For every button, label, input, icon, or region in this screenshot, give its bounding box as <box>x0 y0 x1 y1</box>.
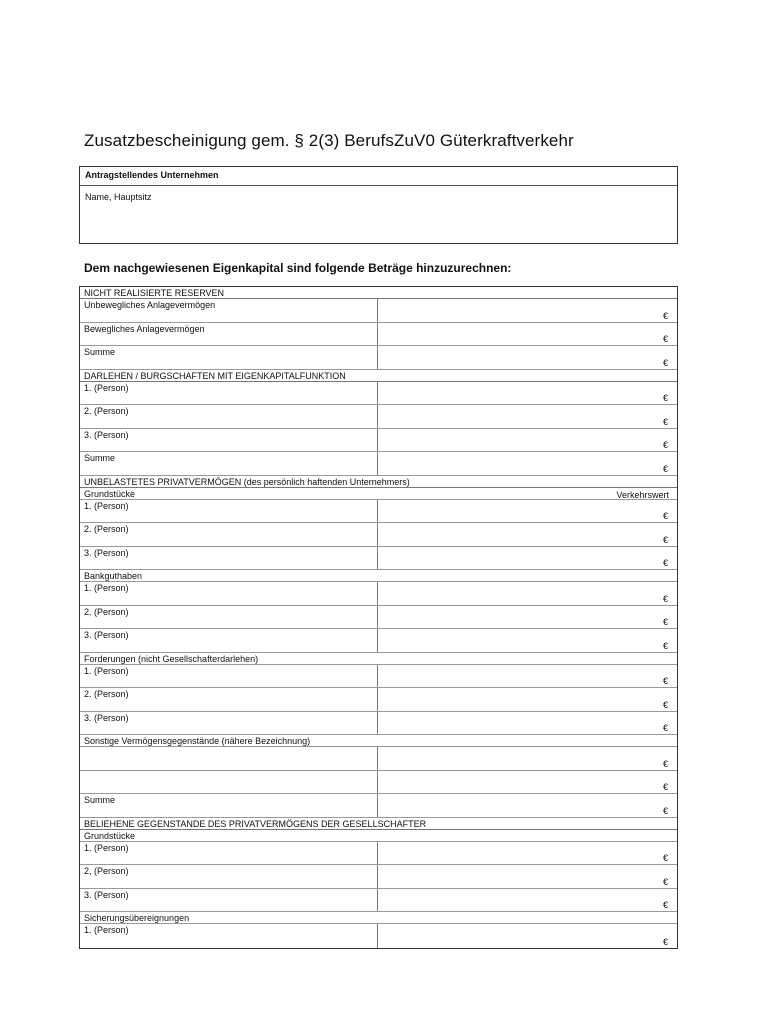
amount-input[interactable] <box>378 629 677 652</box>
euro-sign: € <box>662 900 668 910</box>
euro-sign: € <box>662 805 668 816</box>
euro-sign: € <box>662 334 668 344</box>
group-header <box>80 570 677 582</box>
euro-sign: € <box>662 782 668 792</box>
euro-sign: € <box>662 640 668 651</box>
euro-sign: € <box>662 463 668 474</box>
row-label: 1. (Person) <box>80 842 378 865</box>
page-title: Zusatzbescheinigung gem. § 2(3) BerufsZuV0 Güterkraftverkehr <box>84 131 574 150</box>
amount-input[interactable] <box>378 865 677 888</box>
euro-sign: € <box>662 310 668 321</box>
section-header-label: NICHT REALISIERTE RESERVEN <box>84 288 225 298</box>
form-row <box>80 582 677 606</box>
euro-sign: € <box>662 936 668 947</box>
row-label: 2, (Person) <box>80 865 378 888</box>
group-label: Grundstücke <box>84 488 136 499</box>
form-row <box>80 429 677 453</box>
euro-sign: € <box>662 357 668 368</box>
intro-heading: Dem nachgewiesenen Eigenkapital sind folgende Beträge hinzuzurechnen: <box>84 261 512 275</box>
row-label: 3. (Person) <box>80 712 378 735</box>
form-row <box>80 323 677 347</box>
assets-form-table <box>79 286 678 949</box>
applicant-header: Antragstellendes Unternehmen <box>80 167 677 186</box>
form-row <box>80 452 677 476</box>
row-label: 1. (Person) <box>80 500 378 523</box>
row-label <box>80 747 378 770</box>
group-label: Sicherungsübereignungen <box>84 913 190 923</box>
row-label: 3. (Person) <box>80 429 378 452</box>
form-row <box>80 606 677 630</box>
form-row <box>80 771 677 795</box>
form-row <box>80 794 677 818</box>
amount-input[interactable] <box>378 323 677 346</box>
row-label: 1. (Person) <box>80 582 378 605</box>
amount-input[interactable] <box>378 299 677 322</box>
row-label: Summe <box>80 452 378 475</box>
group-label: Sonstige Vermögensgegenstände (nähere Bezeichnung) <box>84 736 311 746</box>
euro-sign: € <box>662 393 668 403</box>
group-header <box>80 488 677 500</box>
applicant-box <box>79 166 678 244</box>
column-note: Verkehrswert <box>616 489 669 500</box>
amount-input[interactable] <box>378 500 677 523</box>
row-label: Summe <box>80 794 378 817</box>
row-label: 2. (Person) <box>80 523 378 546</box>
form-row <box>80 405 677 429</box>
applicant-name-field[interactable]: Name, Hauptsitz <box>85 192 152 202</box>
group-header <box>80 830 677 842</box>
row-label: 2. (Person) <box>80 688 378 711</box>
euro-sign: € <box>662 593 668 604</box>
amount-input[interactable] <box>378 523 677 546</box>
amount-input[interactable] <box>378 547 677 570</box>
euro-sign: € <box>662 853 668 863</box>
amount-input[interactable] <box>378 405 677 428</box>
section-header <box>80 370 677 382</box>
form-row <box>80 924 677 948</box>
amount-input[interactable] <box>378 606 677 629</box>
row-label <box>80 771 378 794</box>
section-header <box>80 476 677 488</box>
euro-sign: € <box>662 617 668 627</box>
amount-input[interactable] <box>378 429 677 452</box>
form-row <box>80 712 677 736</box>
row-label: Bewegliches Anlagevermögen <box>80 323 378 346</box>
group-header <box>80 912 677 924</box>
amount-input[interactable] <box>378 771 677 794</box>
euro-sign: € <box>662 758 668 769</box>
amount-input[interactable] <box>378 582 677 605</box>
amount-input[interactable] <box>378 382 677 405</box>
amount-input[interactable] <box>378 889 677 912</box>
euro-sign: € <box>662 511 668 521</box>
euro-sign: € <box>662 534 668 545</box>
amount-input[interactable] <box>378 794 677 817</box>
row-label: Unbewegliches Anlagevermögen <box>80 299 378 322</box>
form-row <box>80 665 677 689</box>
euro-sign: € <box>662 723 668 733</box>
amount-input[interactable] <box>378 346 677 369</box>
form-row <box>80 747 677 771</box>
euro-sign: € <box>662 876 668 887</box>
row-label: 2. (Person) <box>80 606 378 629</box>
form-row <box>80 346 677 370</box>
row-label: 3. (Person) <box>80 547 378 570</box>
euro-sign: € <box>662 558 668 568</box>
amount-input[interactable] <box>378 747 677 770</box>
form-row <box>80 842 677 866</box>
row-label: 1. (Person) <box>80 665 378 688</box>
group-label: Bankguthaben <box>84 571 143 581</box>
form-row <box>80 889 677 913</box>
form-row <box>80 865 677 889</box>
amount-input[interactable] <box>378 712 677 735</box>
amount-input[interactable] <box>378 452 677 475</box>
group-label: Grundstücke <box>84 830 136 841</box>
row-label: 1. (Person) <box>80 924 378 948</box>
group-label: Forderungen (nicht Gesellschafterdarlehen) <box>84 653 259 664</box>
amount-input[interactable] <box>378 665 677 688</box>
section-header <box>80 287 677 299</box>
form-row <box>80 299 677 323</box>
amount-input[interactable] <box>378 688 677 711</box>
section-header <box>80 818 677 830</box>
form-row <box>80 547 677 571</box>
section-header-label: UNBELASTETES PRIVATVERMÖGEN (des persönlich haftenden Unternehmers) <box>84 476 410 487</box>
euro-sign: € <box>662 440 668 450</box>
amount-input[interactable] <box>378 924 677 948</box>
amount-input[interactable] <box>378 842 677 865</box>
section-header-label: BELIEHENE GEGENSTANDE DES PRIVATVERMÖGENS DER GESELLSCHAFTER <box>84 818 427 829</box>
form-row <box>80 629 677 653</box>
group-header <box>80 653 677 665</box>
form-row <box>80 382 677 406</box>
row-label: 3. (Person) <box>80 629 378 652</box>
row-label: 1. (Person) <box>80 382 378 405</box>
group-header <box>80 735 677 747</box>
row-label: 3. (Person) <box>80 889 378 912</box>
section-header-label: DARLEHEN / BURGSCHAFTEN MIT EIGENKAPITALFUNKTION <box>84 370 346 381</box>
euro-sign: € <box>662 416 668 427</box>
row-label: Summe <box>80 346 378 369</box>
form-row <box>80 688 677 712</box>
form-row <box>80 523 677 547</box>
form-row <box>80 500 677 524</box>
row-label: 2. (Person) <box>80 405 378 428</box>
euro-sign: € <box>662 676 668 686</box>
euro-sign: € <box>662 699 668 710</box>
